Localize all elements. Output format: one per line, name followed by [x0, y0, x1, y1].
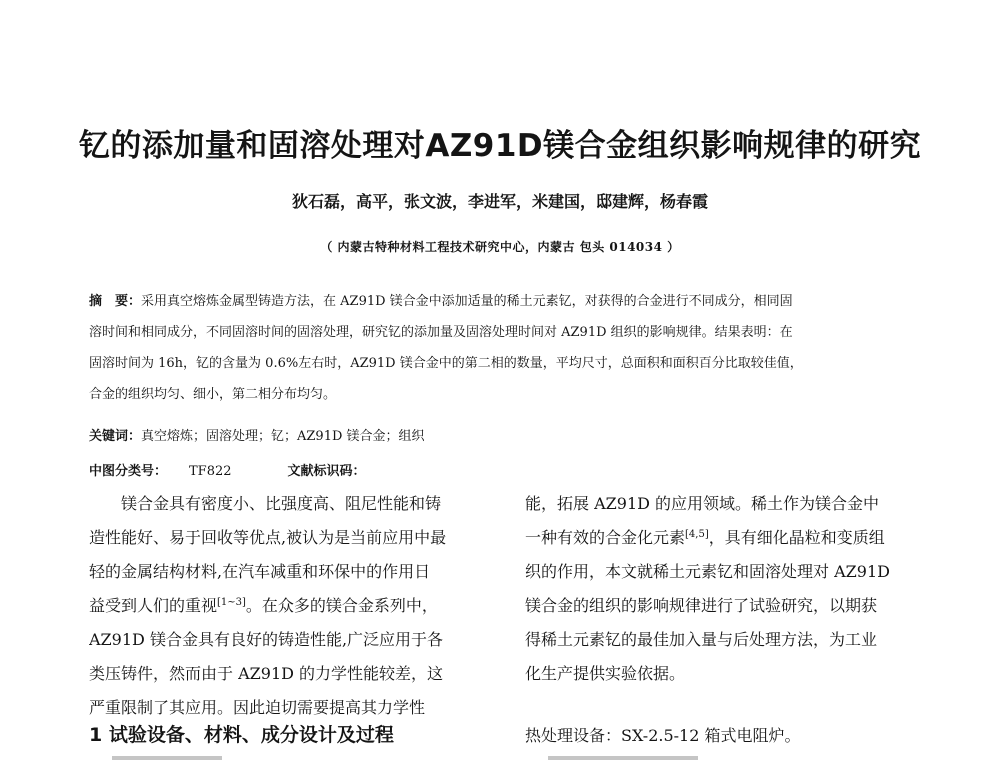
body-column-right	[525, 487, 935, 691]
classification-line	[89, 461, 366, 483]
body-text: 益受到人们的重视	[89, 596, 218, 615]
cut-off-text-right	[548, 756, 698, 760]
keywords	[89, 426, 425, 448]
body-line	[525, 521, 935, 555]
citation-ref: [1~3]	[217, 597, 246, 608]
paper-title: 钇的添加量和固溶处理对AZ91D镁合金组织影响规律的研究	[78, 128, 922, 164]
classification-value: TF822	[189, 464, 232, 479]
keywords-text: 真空熔炼；固溶处理；钇；AZ91D 镁合金；组织	[141, 429, 425, 444]
body-text: 。在众多的镁合金系列中，	[245, 596, 438, 615]
keywords-label: 关键词：	[89, 429, 142, 444]
cut-off-text-left	[112, 756, 222, 760]
body-line: AZ91D 镁合金具有良好的铸造性能,广泛应用于各	[89, 630, 444, 649]
citation-ref: [4,5]	[685, 529, 709, 540]
body-line: 造性能好、易于回收等优点,被认为是当前应用中最	[89, 528, 447, 547]
body-line: 能，拓展 AZ91D 的应用领域。稀土作为镁合金中	[525, 494, 880, 513]
body-text: ，具有细化晶粒和变质组	[708, 528, 885, 547]
section-heading: 1 试验设备、材料、成分设计及过程	[89, 724, 394, 746]
abstract-text: 采用真空熔炼金属型铸造方法，在 AZ91D 镁合金中添加适量的稀土元素钇，对获得的合金进行不同成分，相同固	[141, 294, 793, 309]
body-text: 一种有效的合金化元素	[525, 528, 686, 547]
body-line: 镁合金的组织的影响规律进行了试验研究，以期获	[525, 596, 878, 615]
author-list: 狄石磊，高平，张文波，李进军，米建国，邸建辉，杨春霞	[291, 192, 708, 211]
abstract-line	[89, 286, 934, 317]
equipment-line: 热处理设备：SX-2.5-12 箱式电阻炉。	[525, 726, 801, 745]
abstract-line: 溶时间和相同成分，不同固溶时间的固溶处理，研究钇的添加量及固溶处理时间对 AZ91D 组织的影响规律。结果表明：在	[89, 325, 793, 340]
affiliation: （ 内蒙古特种材料工程技术研究中心，内蒙古 包头 014034 ）	[320, 240, 680, 254]
body-line: 轻的金属结构材料,在汽车减重和环保中的作用日	[89, 562, 431, 581]
body-line: 严重限制了其应用。因此迫切需要提高其力学性	[89, 698, 426, 717]
abstract-line: 固溶时间为 16h，钇的含量为 0.6%左右时，AZ91D 镁合金中的第二相的数量，平均尺寸，总面积和面积百分比取较佳值，	[89, 356, 803, 371]
abstract-label: 摘 要：	[89, 294, 142, 309]
abstract	[89, 286, 934, 410]
body-line: 得稀土元素钇的最佳加入量与后处理方法，为工业	[525, 630, 878, 649]
body-line: 镁合金具有密度小、比强度高、阻尼性能和铸	[121, 494, 442, 513]
body-line: 化生产提供实验依据。	[525, 664, 686, 683]
body-column-left	[89, 487, 499, 725]
abstract-line: 合金的组织均匀、细小，第二相分布均匀。	[89, 387, 337, 402]
body-line	[89, 589, 499, 623]
classification-label: 中图分类号：	[89, 464, 168, 479]
body-line: 类压铸件，然而由于 AZ91D 的力学性能较差，这	[89, 664, 444, 683]
body-line: 织的作用，本文就稀土元素钇和固溶处理对 AZ91D	[525, 562, 890, 581]
doc-code-label: 文献标识码：	[287, 464, 366, 479]
